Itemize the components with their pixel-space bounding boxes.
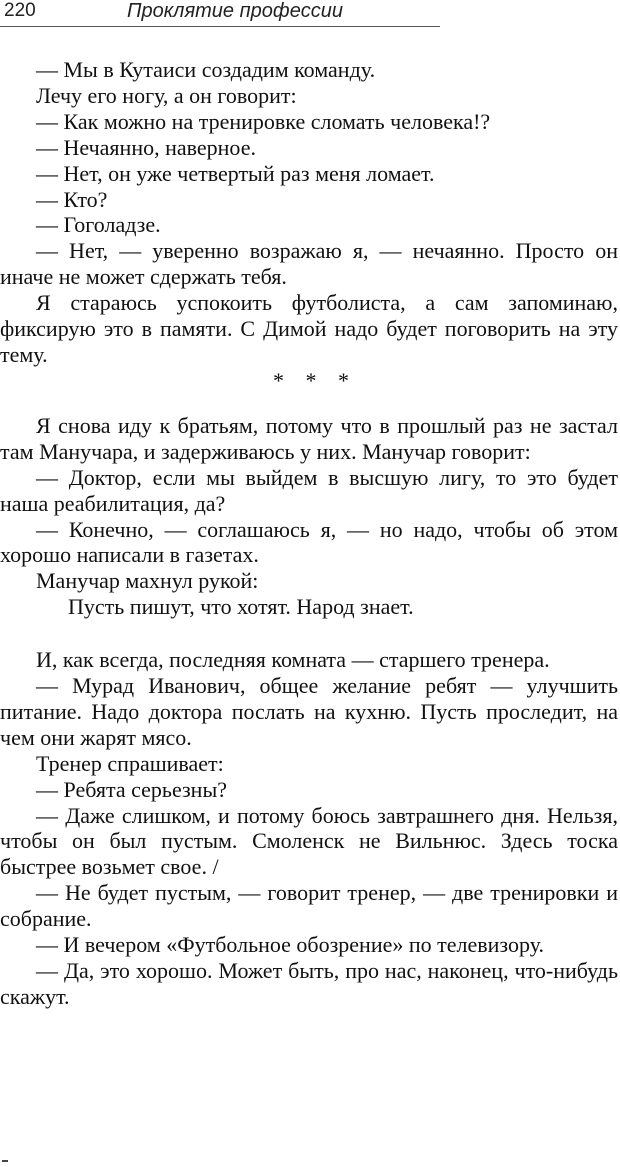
paragraph: Пусть пишут, что хотят. Народ знает. (68, 594, 414, 620)
paragraph: Я стараюсь успокоить футболиста, а сам запоминаю, фиксирую это в памяти. С Димой надо будет поговорить на эту тему. (0, 290, 618, 367)
paragraph: — Конечно, — соглашаюсь я, — но надо, чтобы об этом хорошо написали в газетах. (0, 516, 618, 568)
paragraph: — Как можно на тренировке сломать человека!? (36, 108, 491, 134)
paragraph: И, как всегда, последняя комната — старшего тренера. (36, 647, 550, 673)
paragraph: — Кто? (36, 186, 108, 212)
paragraph: — Нет, — уверенно возражаю я, — нечаянно. Просто он иначе не может сдержать тебя. (0, 238, 618, 290)
paragraph: — Мы в Кутаиси создадим команду. (36, 57, 376, 82)
paragraph: — Нет, он уже четвертый раз меня ломает. (36, 160, 435, 186)
paragraph: — Доктор, если мы выйдем в высшую лигу, то это будет наша реабилитация, да? (0, 464, 618, 516)
paragraph: Я снова иду к братьям, потому что в прошлый раз не застал там Манучара, и задерживаюсь у них. Манучар говорит: (0, 412, 618, 464)
section-separator: * * * (273, 367, 357, 393)
page-body (0, 57, 618, 1010)
paragraph: — Даже слишком, и потому боюсь завтрашнего дня. Нельзя, чтобы он был пустым. Смоленск не Вильнюс. Здесь тоска быстрее возьмет свое. / (0, 802, 618, 880)
running-title: Проклятие профессии (127, 0, 343, 22)
paragraph: — Не будет пустым, — говорит тренер, — две тренировки и собрание. (0, 880, 618, 932)
page-number: 220 (4, 0, 36, 21)
paragraph: — Да, это хорошо. Может быть, про нас, наконец, что-нибудь скажут. (0, 958, 618, 1009)
paragraph: — Гоголадзе. (36, 212, 161, 238)
paragraph: — Ребята серьезны? (36, 776, 227, 802)
section-gap (0, 620, 618, 647)
paragraph: Тренер спрашивает: (36, 750, 224, 776)
paragraph: Манучар махнул рукой: (36, 568, 259, 594)
paragraph: — И вечером «Футбольное обозрение» по телевизору. (36, 932, 544, 958)
paragraph: — Мурад Иванович, общее желание ребят — улучшить питание. Надо доктора послать на кухню. Пусть проследит, на чем они жарят мясо. (0, 673, 618, 750)
page-header (0, 0, 440, 27)
corner-mark (2, 1160, 8, 1162)
section-gap (0, 395, 618, 413)
paragraph: — Нечаянно, наверное. (36, 134, 256, 160)
paragraph: Лечу его ногу, а он говорит: (36, 82, 297, 108)
